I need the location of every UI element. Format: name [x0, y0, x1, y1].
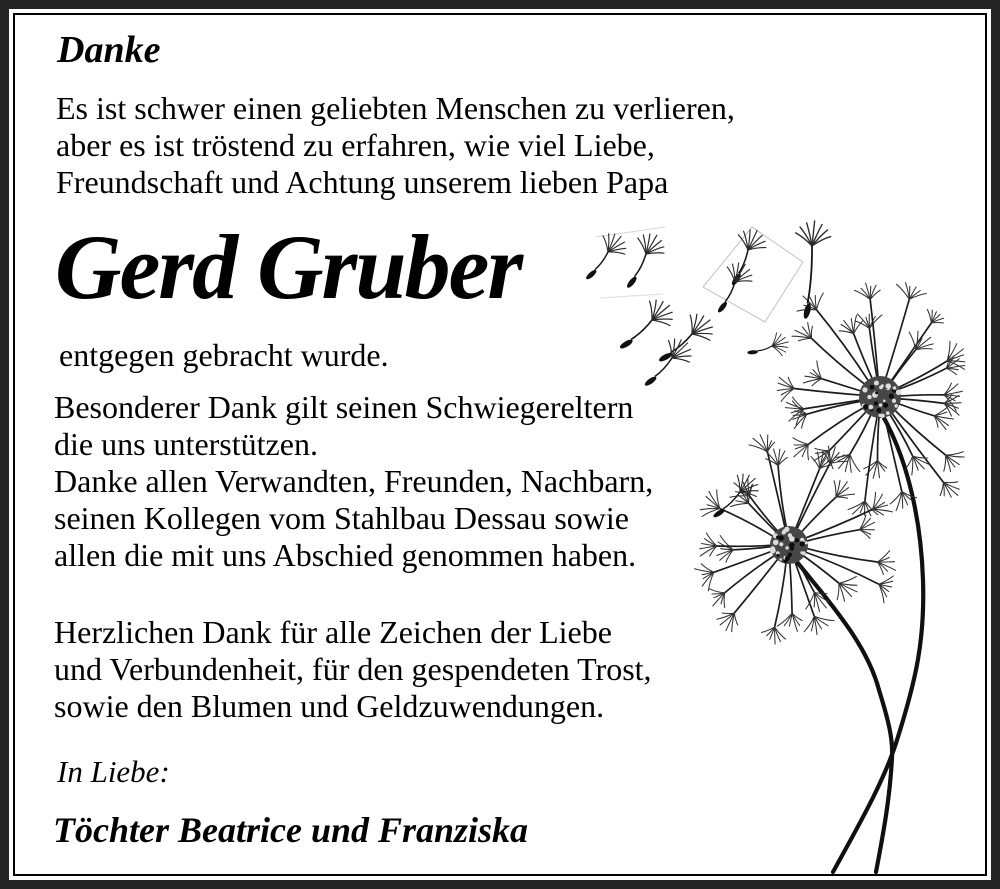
- thanks-line-2: die uns unterstützen.: [54, 426, 318, 462]
- thanks-line-1: Besonderer Dank gilt seinen Schwiegereltern: [54, 389, 634, 425]
- signature-line: Töchter Beatrice und Franziska: [53, 810, 529, 850]
- thanks-line-3: Danke allen Verwandten, Freunden, Nachbarn,: [54, 463, 654, 499]
- gratitude-line-3: sowie den Blumen und Geldzuwendungen.: [54, 688, 605, 724]
- thanks-paragraph: [54, 389, 653, 574]
- after-name-line: entgegen gebracht wurde.: [59, 337, 389, 373]
- page-title: Danke: [57, 29, 161, 71]
- intro-line-3: Freundschaft und Achtung unserem lieben Papa: [56, 164, 669, 200]
- intro-line-2: aber es ist tröstend zu erfahren, wie viel Liebe,: [56, 127, 655, 163]
- gratitude-line-1: Herzlichen Dank für alle Zeichen der Liebe: [54, 614, 612, 650]
- intro-paragraph: [56, 90, 735, 201]
- closing-line: In Liebe:: [57, 754, 170, 789]
- deceased-name: Gerd Gruber: [55, 216, 522, 318]
- intro-line-1: Es ist schwer einen geliebten Menschen zu verlieren,: [56, 90, 735, 126]
- thanks-line-4: seinen Kollegen vom Stahlbau Dessau sowie: [54, 500, 629, 536]
- thanks-line-5: allen die mit uns Abschied genommen haben.: [54, 537, 637, 573]
- gratitude-line-2: und Verbundenheit, für den gespendeten Trost,: [54, 651, 652, 687]
- gratitude-paragraph: [54, 614, 652, 725]
